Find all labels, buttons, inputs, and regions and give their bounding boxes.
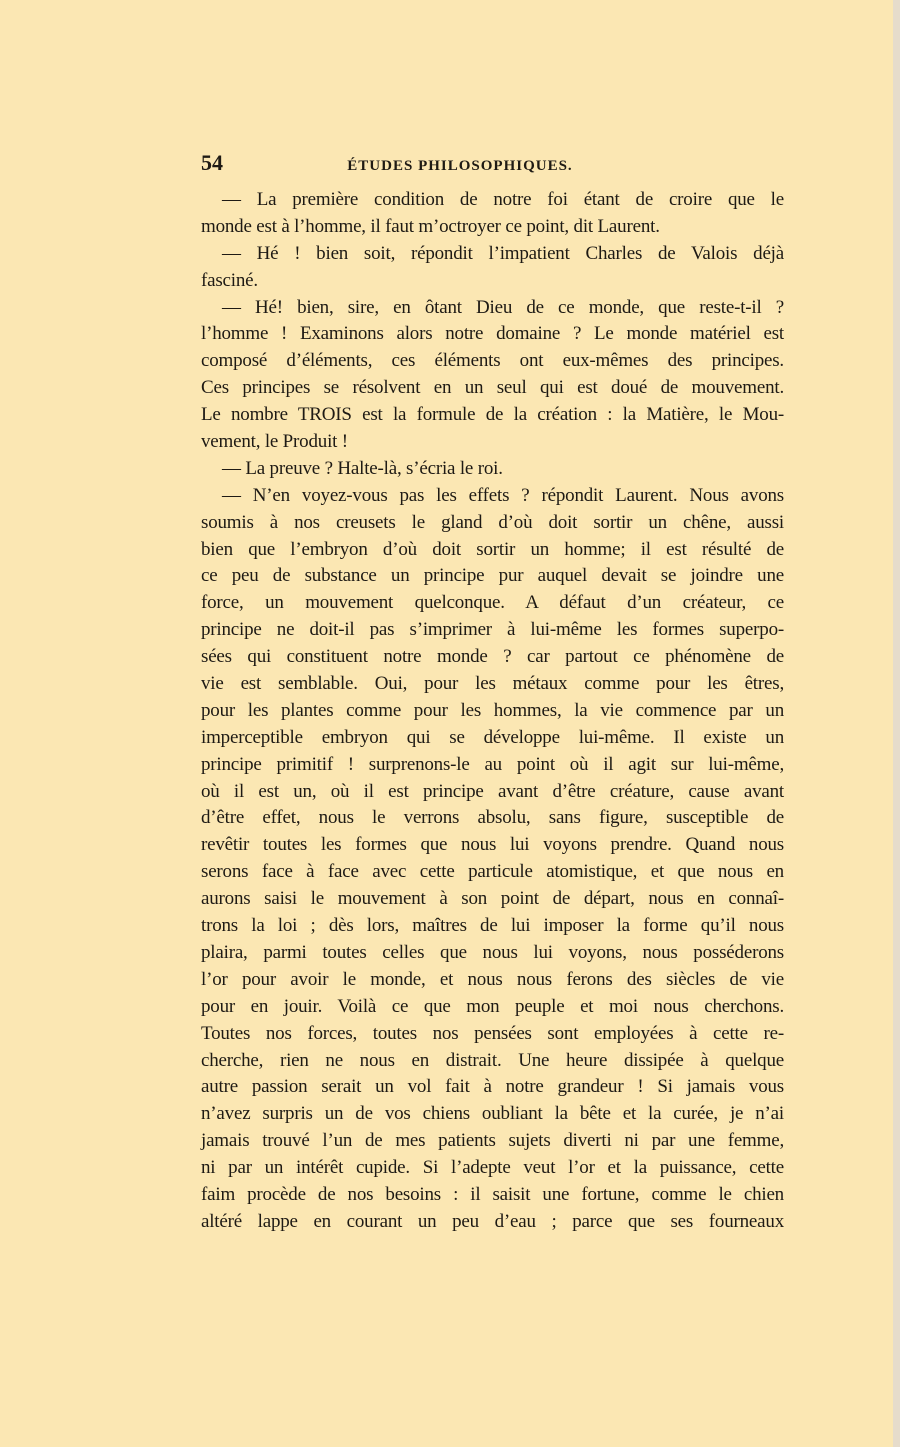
text-line: l’homme ! Examinons alors notre domaine ? Le monde matériel est	[201, 323, 784, 345]
page-number: 54	[201, 150, 223, 175]
text-line: — La preuve ? Halte-là, s’écria le roi.	[222, 457, 503, 479]
text-line: ce peu de substance un principe pur auquel devait se joindre une	[201, 565, 784, 587]
text-line: fasciné.	[201, 269, 258, 291]
text-line: principe primitif ! surprenons-le au point où il agit sur lui-même,	[201, 753, 784, 775]
text-line: — Hé! bien, sire, en ôtant Dieu de ce monde, que reste-t-il ?	[222, 296, 784, 318]
body-text	[201, 187, 784, 1236]
text-line: autre passion serait un vol fait à notre grandeur ! Si jamais vous	[201, 1076, 784, 1098]
scan-edge	[893, 0, 900, 1447]
text-line: Ces principes se résolvent en un seul qui est doué de mouvement.	[201, 377, 784, 399]
text-line: trons la loi ; dès lors, maîtres de lui imposer la forme qu’il nous	[201, 915, 784, 937]
text-line: — La première condition de notre foi étant de croire que le	[222, 189, 784, 210]
text-line: jamais trouvé l’un de mes patients sujets diverti ni par une femme,	[201, 1130, 784, 1152]
text-line: — Hé ! bien soit, répondit l’impatient Charles de Valois déjà	[222, 242, 784, 264]
text-line: pour en jouir. Voilà ce que mon peuple et moi nous cherchons.	[201, 995, 784, 1017]
text-line: serons face à face avec cette particule atomistique, et que nous en	[201, 861, 784, 883]
text-line: revêtir toutes les formes que nous lui voyons prendre. Quand nous	[201, 834, 784, 856]
text-line: sées qui constituent notre monde ? car partout ce phénomène de	[201, 646, 784, 668]
text-line: n’avez surpris un de vos chiens oubliant la bête et la curée, je n’ai	[201, 1103, 784, 1125]
text-line: Toutes nos forces, toutes nos pensées sont employées à cette re-	[201, 1022, 784, 1044]
text-line: d’être effet, nous le verrons absolu, sans figure, susceptible de	[201, 807, 784, 829]
text-line: aurons saisi le mouvement à son point de départ, nous en connaî-	[201, 888, 784, 910]
text-line: force, un mouvement quelconque. A défaut d’un créateur, ce	[201, 592, 784, 614]
text-line: ni par un intérêt cupide. Si l’adepte veut l’or et la puissance, cette	[201, 1157, 784, 1179]
text-line: cherche, rien ne nous en distrait. Une heure dissipée à quelque	[201, 1049, 784, 1071]
text-line: monde est à l’homme, il faut m’octroyer ce point, dit Laurent.	[201, 215, 660, 237]
text-line: altéré lappe en courant un peu d’eau ; parce que ses fourneaux	[201, 1210, 784, 1232]
text-line: vement, le Produit !	[201, 431, 348, 453]
text-line: vie est semblable. Oui, pour les métaux comme pour les êtres,	[201, 673, 784, 695]
text-line: Le nombre TROIS est la formule de la création : la Matière, le Mou-	[201, 404, 784, 426]
text-line: soumis à nos creusets le gland d’où doit sortir un chêne, aussi	[201, 511, 784, 533]
text-line: pour les plantes comme pour les hommes, la vie commence par un	[201, 699, 784, 721]
text-line: l’or pour avoir le monde, et nous nous ferons des siècles de vie	[201, 968, 784, 990]
text-line: composé d’éléments, ces éléments ont eux-mêmes des principes.	[201, 350, 784, 372]
text-line: imperceptible embryon qui se développe lui-même. Il existe un	[201, 726, 784, 748]
text-line: principe ne doit-il pas s’imprimer à lui-même les formes superpo-	[201, 619, 784, 641]
text-line: où il est un, où il est principe avant d’être créature, cause avant	[201, 780, 784, 802]
text-line: faim procède de nos besoins : il saisit une fortune, comme le chien	[201, 1183, 784, 1205]
text-line: plaira, parmi toutes celles que nous lui voyons, nous posséderons	[201, 941, 784, 963]
text-line: bien que l’embryon d’où doit sortir un homme; il est résulté de	[201, 538, 784, 560]
text-line: — N’en voyez-vous pas les effets ? répondit Laurent. Nous avons	[222, 484, 784, 506]
running-title: ÉTUDES PHILOSOPHIQUES.	[347, 158, 573, 174]
